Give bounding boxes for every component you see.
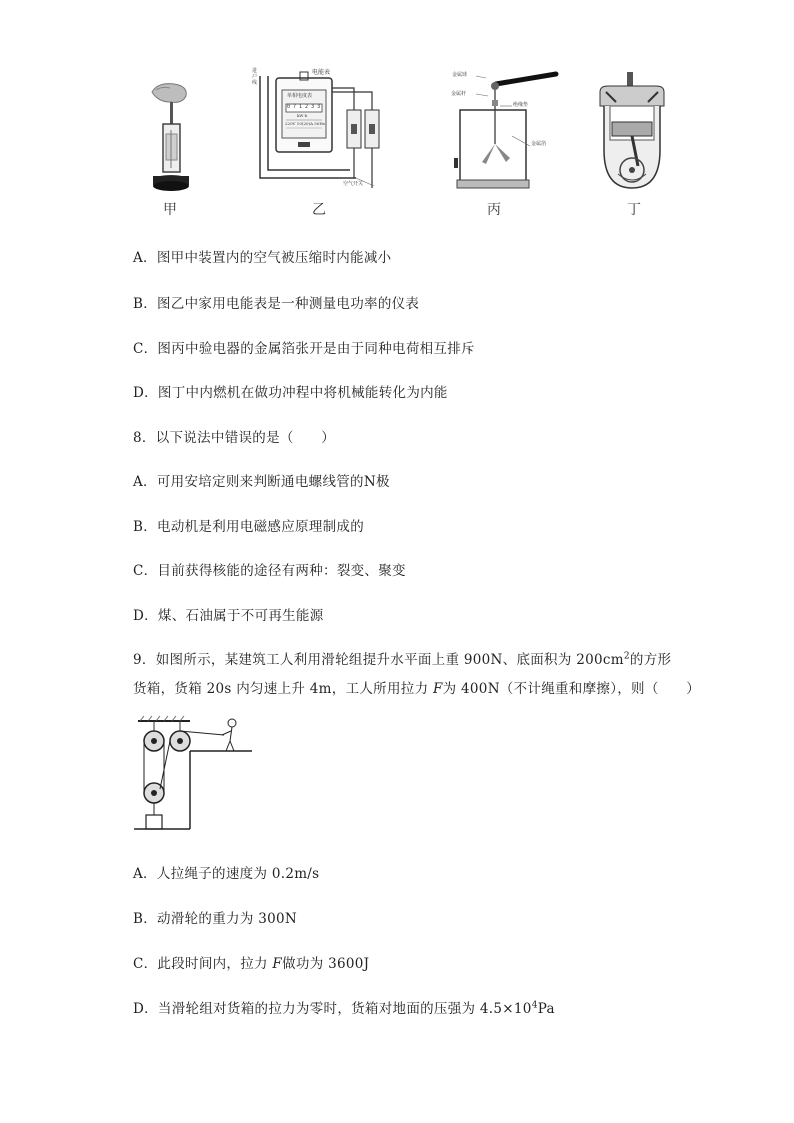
q9-option-c bbox=[133, 952, 369, 972]
q7-option-c: C．图丙中验电器的金属箔张开是由于同种电荷相互排斥 bbox=[133, 341, 475, 357]
q9-optd-a: D．当滑轮组对货箱的拉力为零时，货箱对地面的压强为 4.5×10 bbox=[133, 1001, 532, 1017]
q8-stem: 8．以下说法中错误的是（ ） bbox=[133, 430, 336, 446]
meter-switch-label: 空气开关 bbox=[343, 181, 364, 187]
q9-stem2-b: 为 400N（不计绳重和摩擦），则（ ） bbox=[442, 681, 701, 697]
q9-optc-force: F bbox=[272, 956, 283, 972]
q8-option-c: C．目前获得核能的途径有两种：裂变、聚变 bbox=[133, 563, 406, 579]
figure-label-bing: 丙 bbox=[487, 202, 501, 218]
figure-label-jia: 甲 bbox=[163, 202, 177, 218]
q9-optc-b: 做功为 3600J bbox=[282, 956, 370, 972]
meter-entry-label: 进户线 bbox=[252, 68, 258, 86]
electroscope-insulator-label: 绝缘垫 bbox=[513, 102, 529, 108]
q7-option-b: B．图乙中家用电能表是一种测量电功率的仪表 bbox=[133, 296, 420, 312]
q9-stem-line2 bbox=[133, 677, 700, 697]
q8-option-b: B．电动机是利用电磁感应原理制成的 bbox=[133, 519, 365, 535]
figure-ding-engine-cylinder bbox=[594, 70, 670, 196]
q8-option-d: D．煤、石油属于不可再生能源 bbox=[133, 608, 324, 624]
meter-digits: 0 7 1 2 3 3 bbox=[287, 104, 321, 110]
electroscope-rod-label: 金属杆 bbox=[451, 91, 467, 97]
q9-stem-text: 9．如图所示，某建筑工人利用滑轮组提升水平面上重 900N、底面积为 200cm bbox=[133, 652, 624, 668]
figure-jia-air-compression bbox=[148, 80, 198, 198]
q9-stem-end: 的方形 bbox=[629, 652, 672, 668]
figure-bing-electroscope bbox=[440, 66, 560, 194]
electroscope-foil-label: 金属箔 bbox=[531, 141, 547, 147]
q9-stem-superscript: 2 bbox=[623, 651, 630, 662]
q7-option-d: D．图丁中内燃机在做功冲程中将机械能转化为内能 bbox=[133, 385, 448, 401]
meter-top-label: 电能表 bbox=[312, 69, 331, 76]
q9-stem2-force: F bbox=[432, 681, 443, 697]
q9-stem2-a: 货箱，货箱 20s 内匀速上升 4m，工人所用拉力 bbox=[133, 681, 433, 697]
meter-unit: kW·h bbox=[297, 113, 308, 118]
figure-yi-electric-meter bbox=[246, 66, 396, 194]
electroscope-ball-label: 金属球 bbox=[452, 72, 468, 78]
q9-optd-superscript: 4 bbox=[531, 1000, 538, 1011]
figure-label-yi: 乙 bbox=[312, 202, 326, 218]
q9-option-b: B．动滑轮的重力为 300N bbox=[133, 911, 297, 927]
meter-title: 单相电度表 bbox=[287, 93, 313, 99]
q9-option-d bbox=[133, 997, 555, 1017]
figure-pulley-system bbox=[134, 713, 252, 837]
meter-spec: 220V 10(20)A 50Hz bbox=[285, 121, 325, 126]
q9-stem-line1 bbox=[133, 648, 671, 668]
q9-option-a: A．人拉绳子的速度为 0.2m/s bbox=[133, 866, 320, 882]
q8-option-a: A．可用安培定则来判断通电螺线管的N极 bbox=[133, 474, 390, 490]
q9-optd-b: Pa bbox=[537, 1001, 555, 1017]
q9-optc-a: C．此段时间内，拉力 bbox=[133, 956, 273, 972]
figure-label-ding: 丁 bbox=[627, 202, 641, 218]
q7-option-a: A．图甲中装置内的空气被压缩时内能减小 bbox=[133, 250, 392, 266]
